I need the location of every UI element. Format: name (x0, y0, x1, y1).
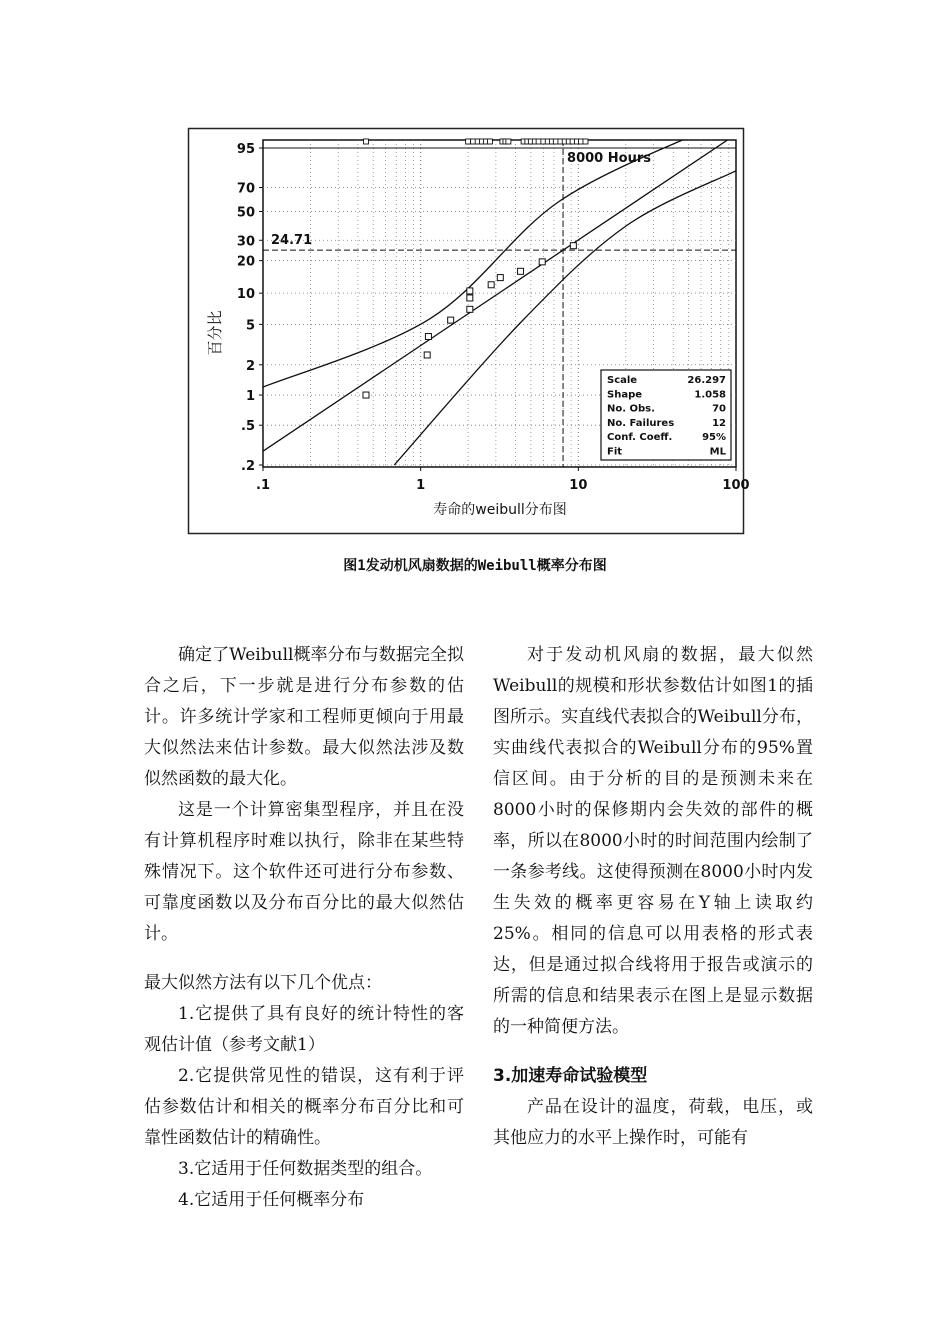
parameter-value: 70 (712, 403, 726, 415)
data-point (425, 334, 431, 340)
y-tick-label: 20 (236, 254, 255, 270)
y-tick-label: 5 (245, 318, 255, 334)
weibull-figure (188, 128, 750, 534)
reference-x-label: 8000 Hours (567, 151, 651, 166)
y-tick-label: 50 (236, 205, 255, 221)
y-axis-label: 百分比 (206, 310, 224, 356)
x-tick-label: .1 (256, 478, 270, 493)
list-item-1: 1.它提供了具有良好的统计特性的客观估计值（参考文献1） (144, 1004, 464, 1055)
y-tick-label: 1 (245, 389, 255, 405)
y-tick-label: 2 (245, 358, 255, 374)
rug-mark (466, 139, 471, 144)
data-point (488, 282, 494, 288)
list-item-2: 2.它提供常见性的错误，这有利于评估参数估计和相关的概率分布百分比和可靠性函数估计的精确性。 (144, 1066, 464, 1148)
figure-frame (189, 129, 744, 534)
x-tick-label: 1 (416, 478, 426, 493)
data-point (467, 295, 473, 301)
parameter-key: No. Failures (607, 417, 675, 429)
parameter-value: 26.297 (687, 375, 726, 386)
parameter-key: Fit (607, 446, 623, 458)
weibull-chart (188, 128, 750, 534)
x-tick-label: 10 (569, 478, 588, 493)
left-column (144, 640, 464, 1216)
list-item-4: 4.它适用于任何概率分布 (178, 1190, 365, 1210)
rug-mark (583, 139, 588, 144)
data-point (467, 306, 473, 312)
reference-y-label: 24.71 (271, 233, 313, 249)
y-tick-label: 10 (236, 287, 255, 303)
right-paragraph-2: 产品在设计的温度，荷载，电压，或其他应力的水平上操作时，可能有 (493, 1097, 813, 1148)
data-point (497, 275, 503, 281)
section-heading: 3.加速寿命试验模型 (493, 1066, 648, 1086)
left-paragraph-1: 确定了Weibull概率分布与数据完全拟合之后，下一步就是进行分布参数的估计。许多统计学家和工程师更倾向于用最大似然法来估计参数。最大似然法涉及数似然函数的最大化。 (144, 645, 464, 789)
left-paragraph-3: 最大似然方法有以下几个优点： (144, 973, 382, 993)
rug-mark (363, 139, 368, 144)
parameter-key: Conf. Coeff. (607, 432, 673, 444)
parameter-value: 12 (712, 417, 726, 429)
right-column (493, 640, 813, 1154)
list-item-3: 3.它适用于任何数据类型的组合。 (178, 1159, 433, 1179)
left-paragraph-2: 这是一个计算密集型程序，并且在没有计算机程序时难以执行，除非在某些特殊情况下。这个软件还可进行分布参数、可靠度函数以及分布百分比的最大似然估计。 (144, 800, 464, 944)
data-point (570, 243, 576, 249)
y-tick-label: 30 (236, 234, 255, 250)
x-axis-label: 寿命的weibull分布图 (433, 502, 567, 518)
right-paragraph-1: 对于发动机风扇的数据，最大似然Weibull的规模和形状参数估计如图1的插图所示。实直线代表拟合的Weibull分布，实曲线代表拟合的Weibull分布的95%置信区间。由于分析的目的是预测未来在8000小时的保修期内会失效的部件的概率，所以在8000小时的时间范围内绘制了一条参考线。这使得预测在8000小时内发生失效的概率更容易在Y轴上读取约25%。相同的信息可以用表格的形式表达，但是通过拟合线将用于报告或演示的所需的信息和结果表示在图上是显示数据的一种简便方法。 (493, 645, 813, 1037)
parameter-key: No. Obs. (607, 403, 655, 415)
data-point (539, 259, 545, 265)
y-tick-label: 95 (236, 142, 255, 157)
data-point (448, 317, 454, 323)
data-point (467, 288, 473, 294)
rug-mark (536, 139, 541, 144)
parameter-value: 1.058 (694, 389, 726, 401)
rug-mark (506, 139, 511, 144)
x-tick-label: 100 (722, 478, 750, 493)
data-point (518, 268, 524, 274)
parameter-box (601, 370, 731, 460)
data-point (424, 352, 430, 358)
y-tick-label: 70 (236, 181, 255, 197)
y-tick-label: .5 (241, 419, 255, 435)
figure-caption: 图1发动机风扇数据的Weibull概率分布图 (343, 558, 607, 574)
parameter-key: Scale (607, 375, 638, 386)
parameter-key: Shape (607, 389, 643, 401)
y-tick-label: .2 (241, 459, 255, 474)
parameter-value: 95% (702, 432, 726, 444)
rug-mark (487, 139, 492, 144)
data-point (363, 392, 369, 398)
parameter-value: ML (709, 446, 726, 458)
